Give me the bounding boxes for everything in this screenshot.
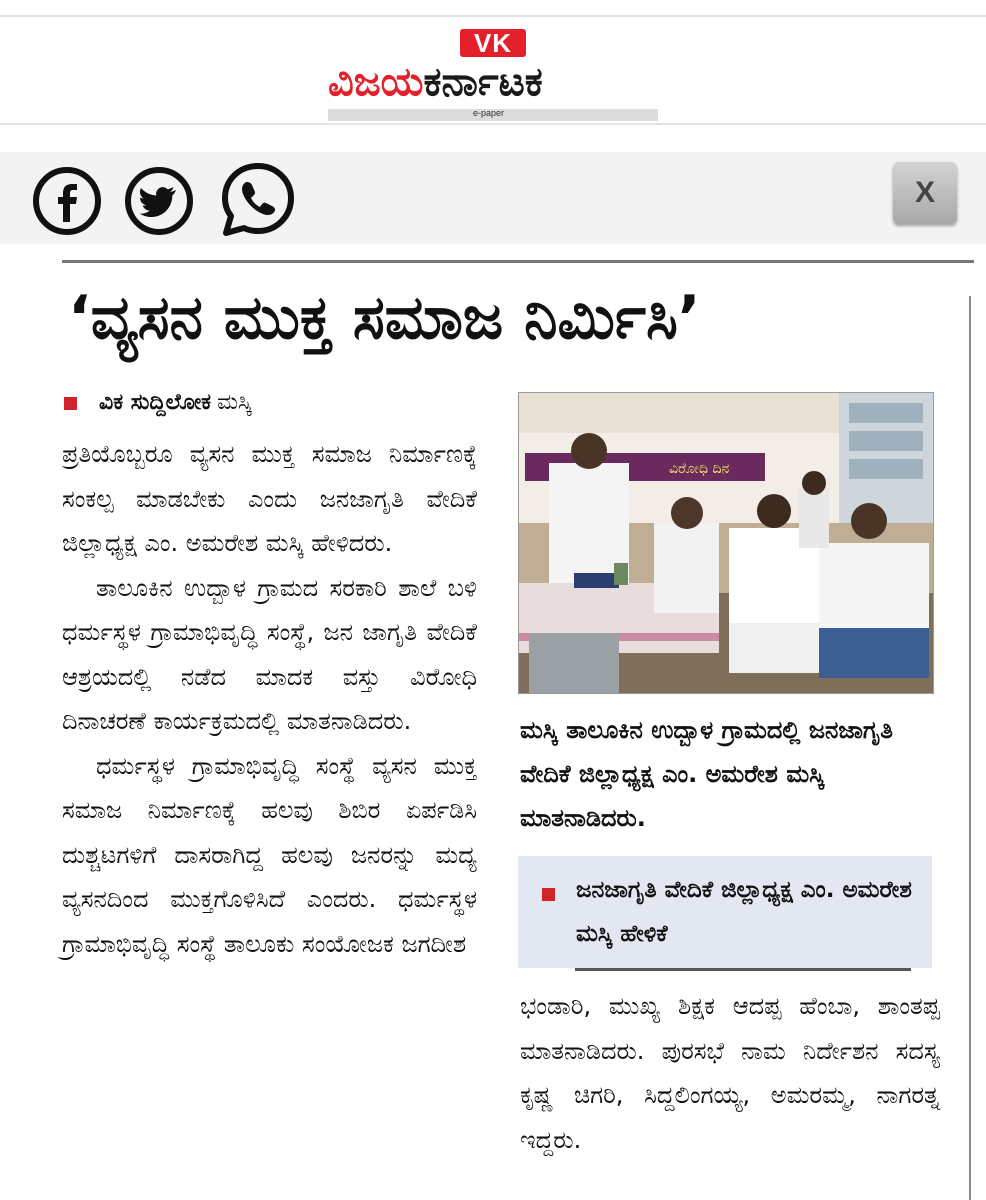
article-headline: ‘ವ್ಯಸನ ಮುಕ್ತ ಸಮಾಜ ನಿರ್ಮಿಸಿ’ [68,283,701,353]
epaper-label: e-paper [473,108,505,118]
event-photo-illustration [519,393,933,693]
site-header [0,17,986,123]
article-paragraph: ಭಂಡಾರಿ, ಮುಖ್ಯ ಶಿಕ್ಷಕ ಆದಪ್ಪ ಹೆಂಬಾ, ಶಾಂತಪ್ಪ ಮಾತನಾಡಿದರು. ಪುರಸಭೆ ನಾಮ ನಿರ್ದೇಶನ ಸದಸ್ಯ ಕೃಷ್ಣ ಚಿಗರಿ, ಸಿದ್ದಲಿಂಗಯ್ಯ, ಅಮರಮ್ಮ, ನಾಗರತ್ನ ಇದ್ದರು. [520,992,940,1154]
close-button[interactable]: X [893,162,957,224]
byline-source: ವಿಕ ಸುದ್ದಿಲೋಕ [99,390,212,415]
byline [64,386,252,420]
article-paragraph: ಧರ್ಮಸ್ಥಳ ಗ್ರಾಮಾಭಿವೃದ್ಧಿ ಸಂಸ್ಥೆ ವ್ಯಸನ ಮುಕ್ತ ಸಮಾಜ ನಿರ್ಮಾಣಕ್ಕೆ ಹಲವು ಶಿಬಿರ ಏರ್ಪಡಿಸಿ ದುಶ್ಚಟಗಳಿಗೆ ದಾಸರಾಗಿದ್ದ ಹಲವು ಜನರನ್ನು ಮದ್ಯ ವ್ಯಸನದಿಂದ ಮುಕ್ತಗೊಳಿಸಿದೆ ಎಂದರು. ಧರ್ಮಸ್ಥಳ ಗ್ರಾಮಾಭಿವೃದ್ಧಿ ಸಂಸ್ಥೆ ತಾಲೂಕು ಸಂಯೋಜಕ ಜಗದೀಶ [62,751,477,958]
highlight-text: ಜನಜಾಗೃತಿ ವೇದಿಕೆ ಜಿಲ್ಲಾಧ್ಯಕ್ಷ ಎಂ. ಅಮರೇಶ ಮಸ್ಕಿ ಹೇಳಿಕೆ [576,877,912,947]
logo-wordmark [328,57,543,107]
byline-bullet [64,397,77,410]
article-paragraph: ಪ್ರತಿಯೊಬ್ಬರೂ ವ್ಯಸನ ಮುಕ್ತ ಸಮಾಜ ನಿರ್ಮಾಣಕ್ಕೆ ಸಂಕಲ್ಪ ಮಾಡಬೇಕು ಎಂದು ಜನಜಾಗೃತಿ ವೇದಿಕೆ ಜಿಲ್ಲಾಧ್ಯಕ್ಷ ಎಂ. ಅಮರೇಶ ಮಸ್ಕಿ ಹೇಳಿದರು. [62,440,477,557]
article-top-rule [62,260,974,263]
logo-word-red: ವಿಜಯ [328,60,424,104]
highlight-rule [575,968,911,971]
highlight-box [518,856,932,968]
byline-place: ಮಸ್ಕಿ [217,390,252,415]
vk-logo[interactable] [328,29,658,119]
header-divider [0,123,986,125]
banner-text: ವಿರೋಧಿ ದಿನ [669,461,730,477]
twitter-icon[interactable] [124,166,194,236]
news-article [0,244,986,1200]
article-paragraph: ತಾಲೂಕಿನ ಉದ್ಬಾಳ ಗ್ರಾಮದ ಸರಕಾರಿ ಶಾಲೆ ಬಳಿ ಧರ್ಮಸ್ಥಳ ಗ್ರಾಮಾಭಿವೃದ್ಧಿ ಸಂಸ್ಥೆ, ಜನ ಜಾಗೃತಿ ವೇದಿಕೆ ಆಶ್ರಯದಲ್ಲಿ ನಡೆದ ಮಾದಕ ವಸ್ತು ವಿರೋಧಿ ದಿನಾಚರಣೆ ಕಾರ್ಯಕ್ರಮದಲ್ಲಿ ಮಾತನಾಡಿದರು. [62,573,477,735]
article-photo [518,392,934,694]
article-right-rule [969,296,971,1200]
photo-caption: ಮಸ್ಕಿ ತಾಲೂಕಿನ ಉದ್ಬಾಳ ಗ್ರಾಮದಲ್ಲಿ ಜನಜಾಗೃತಿ ವೇದಿಕೆ ಜಿಲ್ಲಾಧ್ಯಕ್ಷ ಎಂ. ಅಮರೇಶ ಮಸ್ಕಿ ಮಾತನಾಡಿದರು. [520,716,893,832]
logo-word-dark: ಕರ್ನಾಟಕ [423,60,543,104]
share-toolbar [0,152,986,244]
vk-badge: VK [460,29,526,57]
article-body-right [520,984,940,1162]
highlight-bullet [542,888,555,901]
facebook-icon[interactable] [32,166,102,236]
article-body-left [62,432,477,966]
whatsapp-icon[interactable] [218,160,298,240]
